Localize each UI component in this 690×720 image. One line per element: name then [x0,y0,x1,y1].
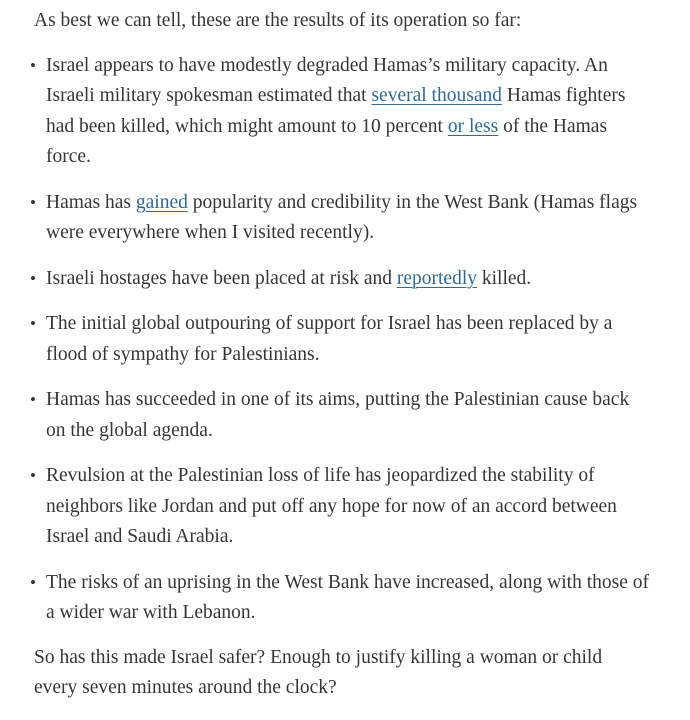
result-text [46,192,637,244]
closing-paragraph: So has this made Israel safer? Enough to justify killing a woman or child every seven minutes around the clock? [34,646,603,698]
link-or-less[interactable]: or less [447,115,499,137]
result-item-3 [26,264,650,295]
text-span: Hamas has [46,191,136,213]
bullet-icon: • [30,466,36,485]
result-item-6 [26,461,650,553]
text-span: Hamas fighters had been killed, which might amount to 10 percent [46,85,626,137]
link-reportedly[interactable]: reportedly [396,267,477,289]
bullet-icon: • [30,192,36,212]
intro-paragraph: As best we can tell, these are the results of its operation so far: [34,10,522,31]
text-span: killed. [477,267,532,289]
results-list [26,51,650,629]
bullet-icon: • [30,314,36,333]
result-item-7 [26,568,650,629]
result-item-4 [26,309,650,370]
text-span: Israel appears to have modestly degraded Hamas’s military capacity. An Israeli military spokesman estimated that [46,54,608,106]
text-span: popularity and credibility in the West Bank (Hamas flags were everywhere when I visited recently). [46,191,638,243]
text-span: of the Hamas force. [46,115,608,167]
link-gained[interactable]: gained [135,191,188,213]
result-text: The initial global outpouring of support for Israel has been replaced by a flood of sympathy for Palestinians. [46,313,613,365]
bullet-icon: • [30,268,36,288]
result-item-5 [26,385,650,446]
bullet-icon: • [30,55,36,75]
result-item-2 [26,188,650,249]
result-text: Revulsion at the Palestinian loss of life has jeopardized the stability of neighbors like Jordan and put off any hope for now of an accord between Israel and Saudi Arabia. [46,465,617,547]
result-text: Hamas has succeeded in one of its aims, putting the Palestinian cause back on the global agenda. [46,389,630,441]
result-item-1 [26,51,650,173]
link-several-thousand[interactable]: several thousand [371,85,502,106]
result-text [46,55,625,168]
text-span: Israeli hostages have been placed at risk and [46,267,397,289]
result-text [46,268,531,289]
bullet-icon: • [30,572,36,592]
result-text: The risks of an uprising in the West Bank have increased, along with those of a wider war with Lebanon. [46,571,649,623]
bullet-icon: • [30,390,36,409]
